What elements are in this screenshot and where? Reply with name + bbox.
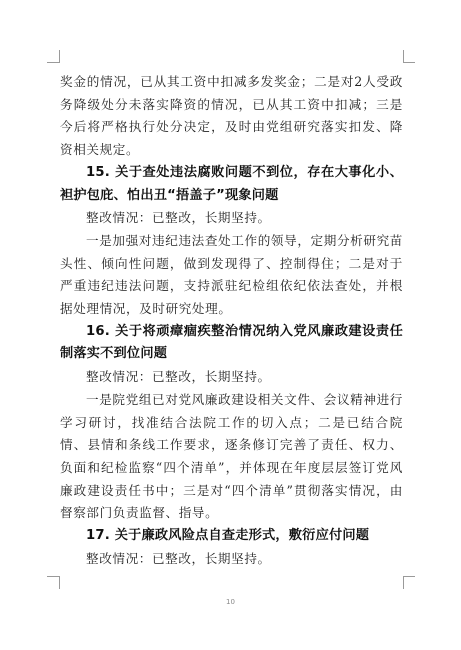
crop-mark-bottom-left-vertical <box>59 576 60 589</box>
status-item-17: 整改情况：已整改，长期坚持。 <box>86 550 271 566</box>
crop-mark-bottom-left-horizontal <box>47 576 59 577</box>
paragraph-item-15-measures: 一是加强对违纪违法查处工作的领导，定期分析研究苗头性、倾向性问题，做到发现得了、控制得住；二是对于严重违纪违法问题，支持派驻纪检组依纪依法查处，并根据处理情况，及时研究处理。 <box>60 232 403 317</box>
crop-mark-top-right-horizontal <box>403 62 415 63</box>
paragraph-item-16-measures: 一是院党组已对党风廉政建设相关文件、会议精神进行学习研讨，找准结合法院工作的切入点；二是已结合院情、县情和条线工作要求，逐条修订完善了责任、权力、负面和纪检监察“四个清单”，并体现在年度层层签订党风廉政建设责任书中；三是对“四个清单”贯彻落实情况，由督察部门负责监督、指导。 <box>60 391 403 521</box>
crop-mark-top-left-horizontal <box>47 62 59 63</box>
crop-mark-bottom-right-horizontal <box>403 576 415 577</box>
document-body <box>60 71 403 570</box>
heading-item-16: 16. 关于将顽瘴痼疾整治情况纳入党风廉政建设责任制落实不到位问题 <box>60 323 403 362</box>
heading-item-15: 15. 关于查处违法腐败问题不到位，存在大事化小、袒护包庇、怕出丑“捂盖子”现象问题 <box>60 164 403 203</box>
page-number: 10 <box>226 598 235 606</box>
crop-mark-bottom-right-vertical <box>403 576 404 589</box>
crop-mark-top-right-vertical <box>403 50 404 63</box>
status-item-15: 整改情况：已整改，长期坚持。 <box>86 210 271 226</box>
status-item-16: 整改情况：已整改，长期坚持。 <box>86 369 271 385</box>
crop-mark-top-left-vertical <box>59 50 60 63</box>
heading-item-17: 17. 关于廉政风险点自查走形式，敷衍应付问题 <box>86 528 370 544</box>
paragraph-reward-deduction: 奖金的情况，已从其工资中扣减多发奖金；二是对2人受政务降级处分未落实降资的情况，已从其工资中扣减；三是今后将严格执行处分决定，及时由党组研究落实扣发、降资相关规定。 <box>60 74 403 158</box>
